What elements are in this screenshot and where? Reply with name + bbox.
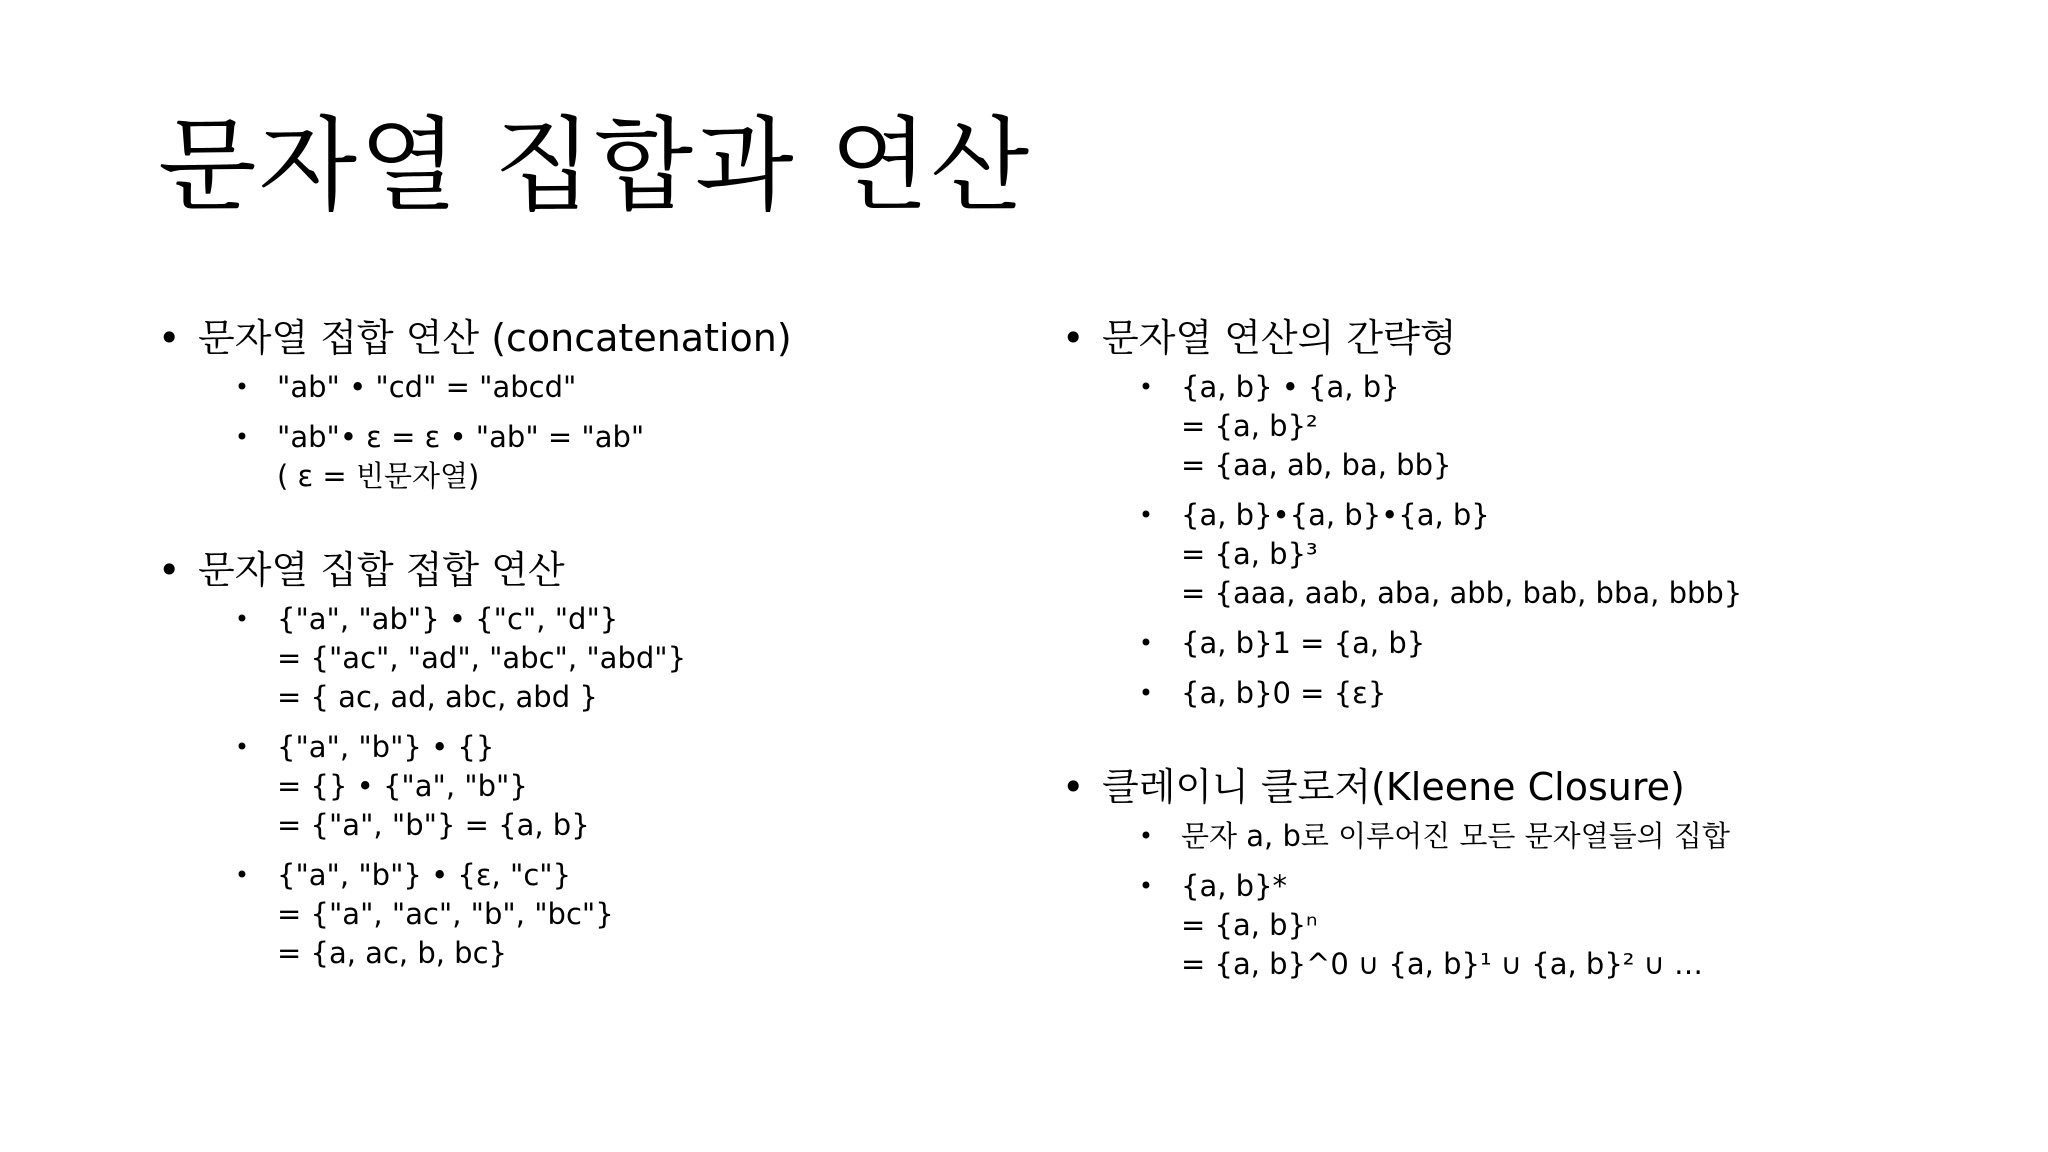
sub-bullet-line: = {a, b}³ bbox=[1181, 537, 1318, 571]
sub-bullet-list bbox=[1062, 368, 2002, 713]
sub-bullet-line: = {a, b}² bbox=[1181, 409, 1318, 443]
bullet-icon: • bbox=[234, 605, 250, 633]
bullet-icon: • bbox=[1138, 679, 1154, 707]
sub-bullet-item bbox=[1062, 867, 2002, 984]
bullet-section bbox=[1062, 312, 2002, 713]
sub-bullet-line: "ab"• ε = ε • "ab" = "ab" bbox=[277, 420, 645, 454]
bullet-section bbox=[158, 544, 1038, 973]
bullet-icon: • bbox=[1138, 501, 1154, 529]
bullet-heading bbox=[1062, 761, 2002, 813]
sub-bullet-line: {a, b}0 = {ε} bbox=[1181, 676, 1387, 710]
sub-bullet-line: = {aaa, aab, aba, abb, bab, bba, bbb} bbox=[1181, 576, 1743, 610]
sub-bullet-line: {a, b}•{a, b}•{a, b} bbox=[1181, 498, 1490, 532]
sub-bullet-item bbox=[158, 418, 1038, 496]
sub-bullet-line: ( ε = 빈문자열) bbox=[277, 459, 480, 493]
heading-text: 문자열 연산의 간략형 bbox=[1102, 316, 1457, 360]
sub-bullet-line: {a, b} • {a, b} bbox=[1181, 370, 1400, 404]
bullet-icon: • bbox=[1138, 629, 1154, 657]
left-column bbox=[158, 312, 1038, 984]
bullet-icon: • bbox=[1062, 316, 1085, 360]
bullet-icon: • bbox=[234, 861, 250, 889]
bullet-icon: • bbox=[1138, 822, 1154, 850]
bullet-icon: • bbox=[1138, 872, 1154, 900]
bullet-icon: • bbox=[234, 733, 250, 761]
sub-bullet-line: {"a", "b"} • {ε, "c"} bbox=[277, 858, 572, 892]
sub-bullet-line: {a, b}* bbox=[1181, 869, 1288, 903]
heading-text: 클레이니 클로저(Kleene Closure) bbox=[1102, 765, 1685, 809]
sub-bullet-line: {a, b}1 = {a, b} bbox=[1181, 626, 1426, 660]
sub-bullet-line: = { ac, ad, abc, abd } bbox=[277, 680, 598, 714]
bullet-icon: • bbox=[1062, 765, 1085, 809]
bullet-section bbox=[158, 312, 1038, 496]
sub-bullet-line: = {aa, ab, ba, bb} bbox=[1181, 448, 1452, 482]
bullet-heading bbox=[158, 312, 1038, 364]
bullet-icon: • bbox=[234, 423, 250, 451]
heading-text: 문자열 접합 연산 (concatenation) bbox=[198, 316, 792, 360]
sub-bullet-line: = {"a", "ac", "b", "bc"} bbox=[277, 897, 614, 931]
bullet-icon: • bbox=[158, 316, 181, 360]
sub-bullet-line: = {} • {"a", "b"} bbox=[277, 769, 528, 803]
sub-bullet-item bbox=[158, 600, 1038, 717]
sub-bullet-item bbox=[1062, 496, 2002, 613]
sub-bullet-list bbox=[158, 368, 1038, 496]
slide-title: 문자열 집합과 연산 bbox=[158, 107, 1032, 226]
sub-bullet-line: {"a", "ab"} • {"c", "d"} bbox=[277, 602, 619, 636]
sub-bullet-list bbox=[1062, 817, 2002, 984]
sub-bullet-line: = {"ac", "ad", "abc", "abd"} bbox=[277, 641, 687, 675]
sub-bullet-line: 문자 a, b로 이루어진 모든 문자열들의 집합 bbox=[1181, 819, 1730, 853]
sub-bullet-line: = {a, ac, b, bc} bbox=[277, 936, 507, 970]
bullet-icon: • bbox=[158, 548, 181, 592]
sub-bullet-item bbox=[1062, 674, 2002, 713]
right-column bbox=[1062, 312, 2002, 995]
sub-bullet-item bbox=[158, 368, 1038, 407]
sub-bullet-line: = {"a", "b"} = {a, b} bbox=[277, 808, 590, 842]
sub-bullet-line: = {a, b}ⁿ bbox=[1181, 908, 1318, 942]
bullet-icon: • bbox=[1138, 373, 1154, 401]
sub-bullet-item bbox=[1062, 368, 2002, 485]
bullet-icon: • bbox=[234, 373, 250, 401]
bullet-section bbox=[1062, 761, 2002, 984]
bullet-heading bbox=[1062, 312, 2002, 364]
sub-bullet-line: = {a, b}^0 ∪ {a, b}¹ ∪ {a, b}² ∪ … bbox=[1181, 947, 1704, 981]
sub-bullet-line: {"a", "b"} • {} bbox=[277, 730, 495, 764]
sub-bullet-list bbox=[158, 600, 1038, 973]
sub-bullet-item bbox=[1062, 624, 2002, 663]
sub-bullet-line: "ab" • "cd" = "abcd" bbox=[277, 370, 577, 404]
sub-bullet-item bbox=[158, 728, 1038, 845]
sub-bullet-item bbox=[1062, 817, 2002, 856]
heading-text: 문자열 집합 접합 연산 bbox=[198, 548, 565, 592]
bullet-heading bbox=[158, 544, 1038, 596]
sub-bullet-item bbox=[158, 856, 1038, 973]
